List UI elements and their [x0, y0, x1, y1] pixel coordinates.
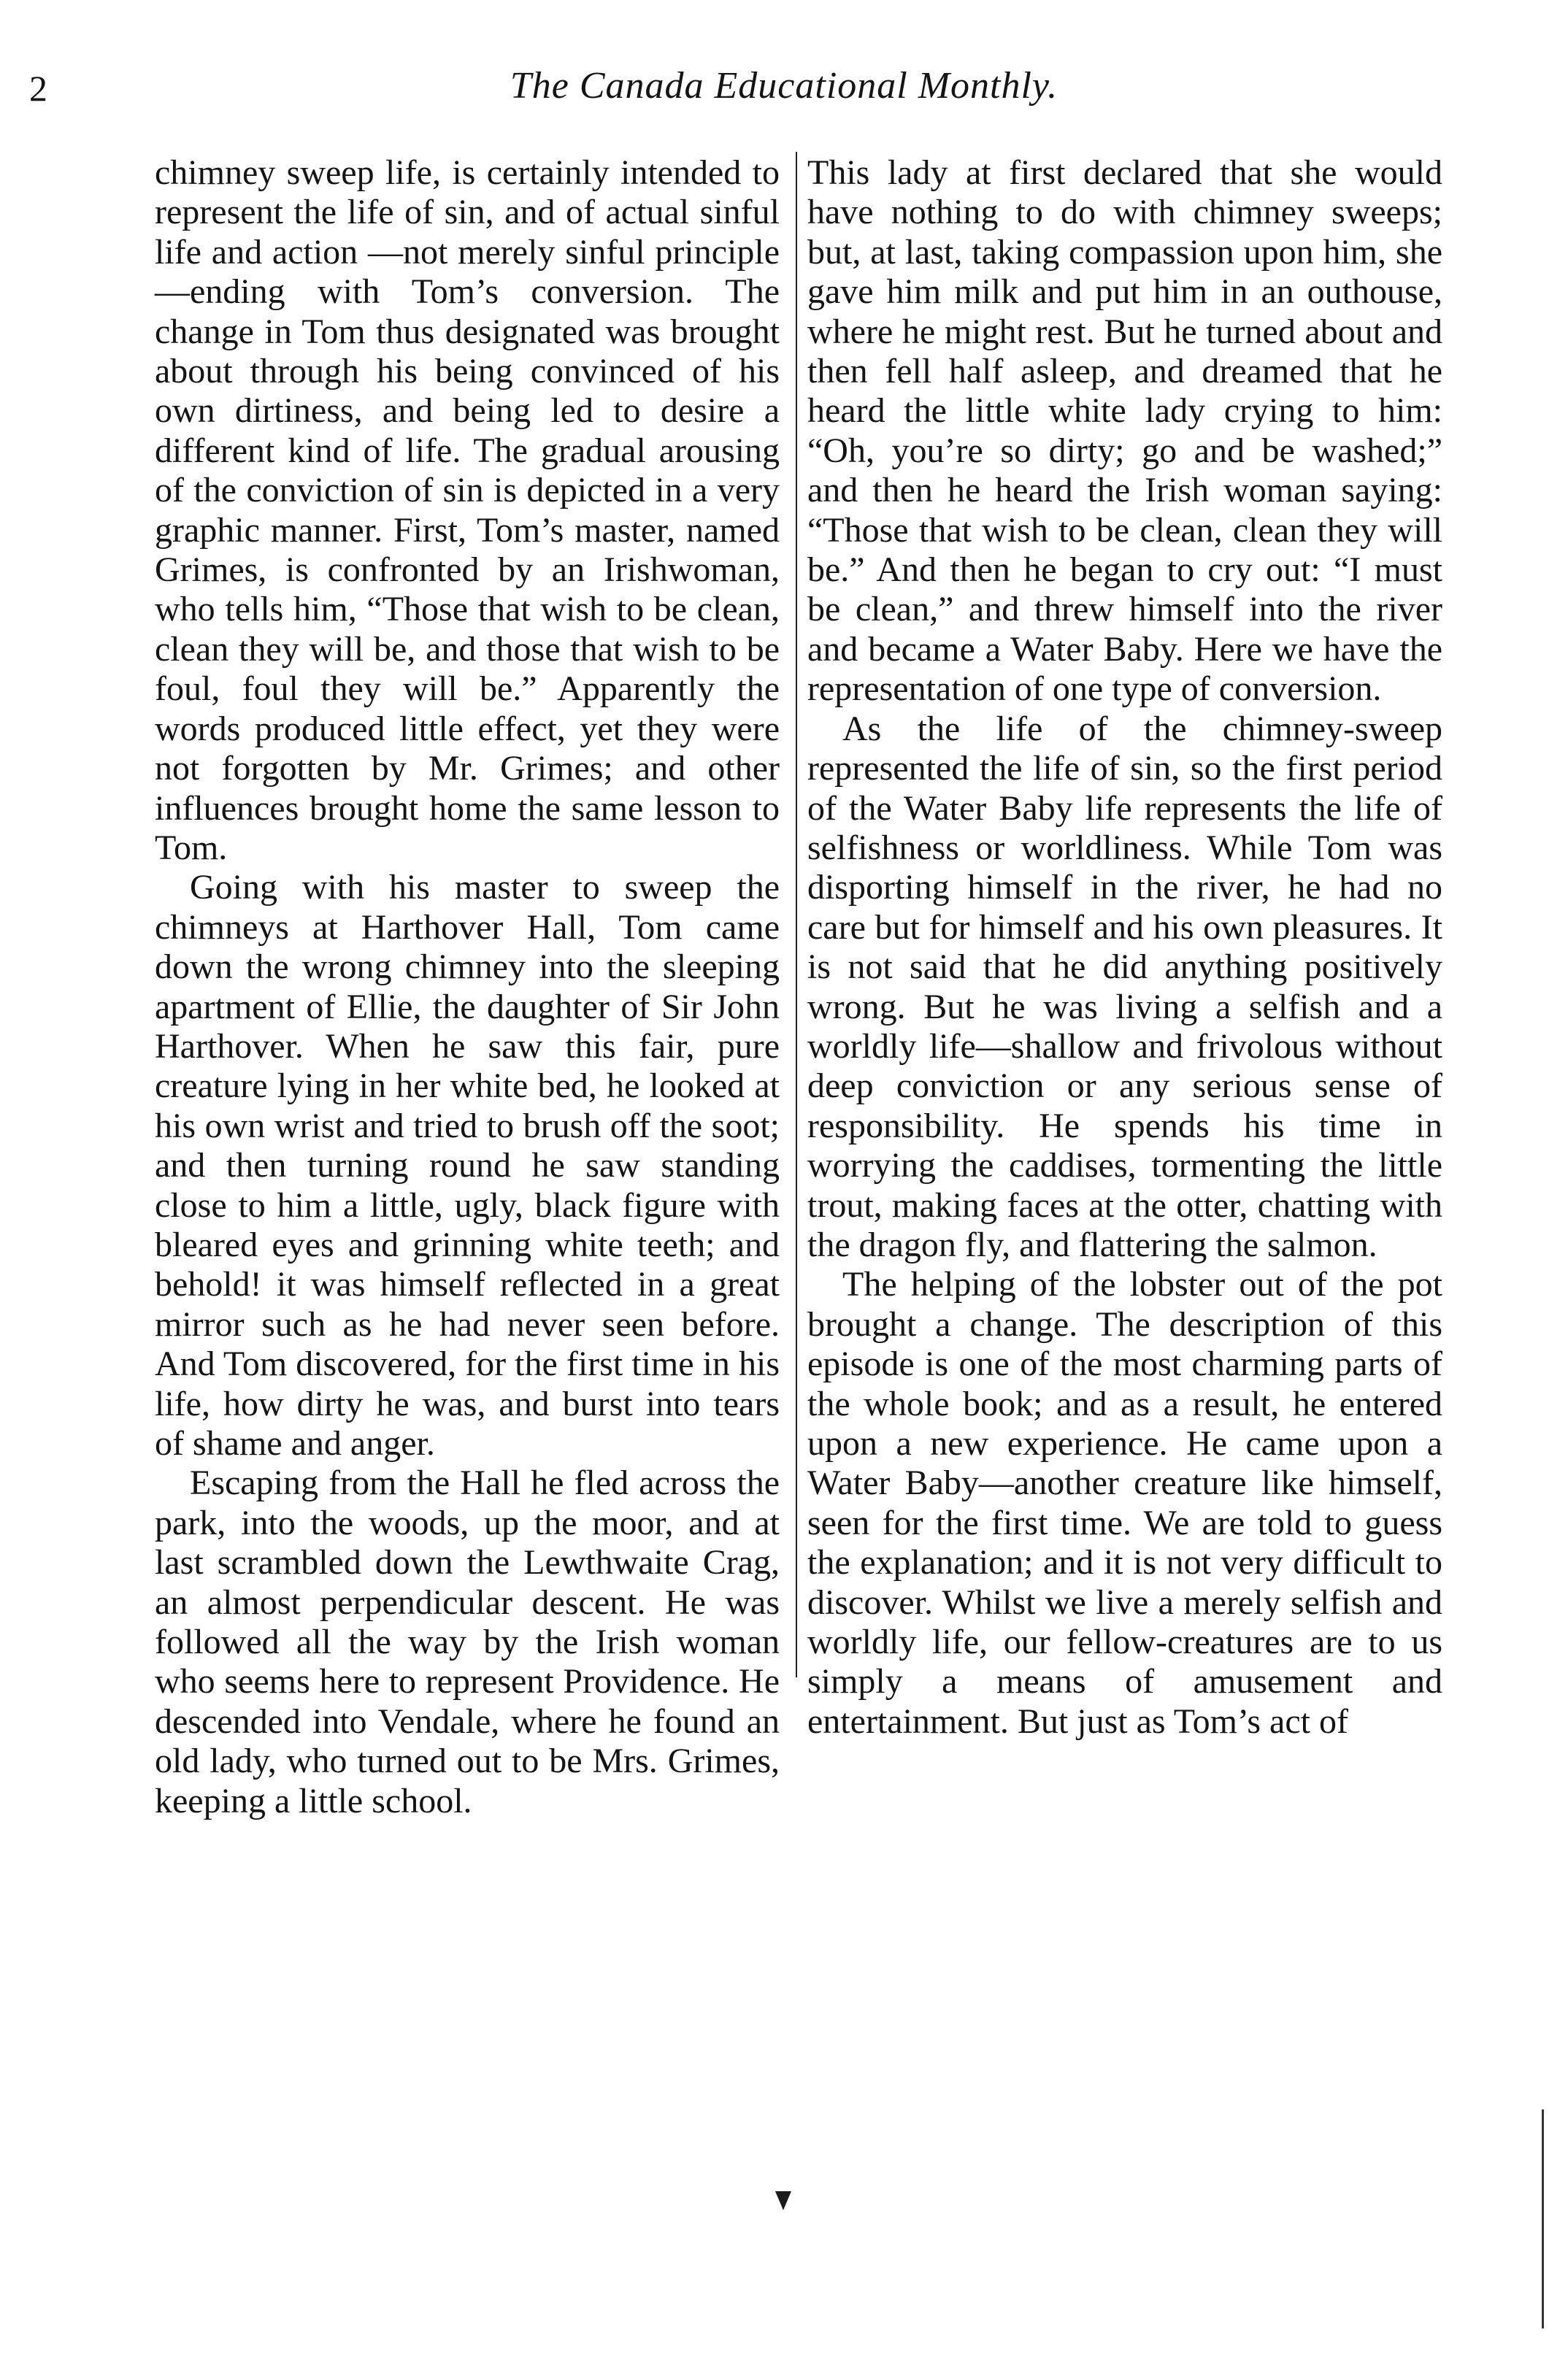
- right-column: [807, 153, 1442, 1742]
- left-column: [155, 153, 780, 1821]
- left-paragraph-1: chimney sweep life, is certainly intended to represent the life of sin, and of actual sinful life and action —not merely sinful principle—ending with Tom’s conversion. The change in Tom thus designated was brought about through his being convinced of his own dirtiness, and being led to desire a different kind of life. The gradual arousing of the conviction of sin is depicted in a very graphic manner. First, Tom’s master, named Grimes, is confronted by an Irishwoman, who tells him, “Those that wish to be clean, clean they will be, and those that wish to be foul, foul they will be.” Apparently the words produced little effect, yet they were not forgotten by Mr. Grimes; and other influences brought home the same lesson to Tom.: [155, 153, 780, 867]
- left-paragraph-2: Going with his master to sweep the chimneys at Harthover Hall, Tom came down the wrong chimney into the sleeping apartment of Ellie, the daughter of Sir John Harthover. When he saw this fair, pure creature lying in her white bed, he looked at his own wrist and tried to brush off the soot; and then turning round he saw standing close to him a little, ugly, black figure with bleared eyes and grinning white teeth; and behold! it was himself reflected in a great mirror such as he had never seen before. And Tom discovered, for the first time in his life, how dirty he was, and burst into tears of shame and anger.: [155, 868, 780, 1463]
- right-paragraph-1: This lady at first declared that she would have nothing to do with chimney sweeps; but, at last, taking compassion upon him, she gave him milk and put him in an outhouse, where he might rest. But he turned about and then fell half asleep, and dreamed that he heard the little white lady crying to him: “Oh, you’re so dirty; go and be washed;” and then he heard the Irish woman saying: “Those that wish to be clean, clean they will be.” And then he began to cry out: “I must be clean,” and threw himself into the river and became a Water Baby. Here we have the representation of one type of conversion.: [807, 153, 1442, 709]
- running-head: The Canada Educational Monthly.: [510, 65, 1058, 107]
- column-divider: [796, 152, 797, 1677]
- printer-ornament-icon: [774, 2190, 793, 2212]
- left-paragraph-3: Escaping from the Hall he fled across the park, into the woods, up the moor, and at last scrambled down the Lewthwaite Crag, an almost perpendicular descent. He was followed all the way by the Irish woman who seems here to represent Providence. He descended into Vendale, where he found an old lady, who turned out to be Mrs. Grimes, keeping a little school.: [155, 1463, 780, 1820]
- right-paragraph-3: The helping of the lobster out of the pot brought a change. The description of this episode is one of the most charming parts of the whole book; and as a result, he entered upon a new experience. He came upon a Water Baby—another creature like himself, seen for the first time. We are told to guess the explanation; and it is not very difficult to discover. Whilst we live a merely selfish and worldly life, our fellow-creatures are to us simply a means of amusement and entertainment. But just as Tom’s act of: [807, 1265, 1442, 1741]
- right-paragraph-2: As the life of the chimney-sweep represented the life of sin, so the first period of the Water Baby life represents the life of selfishness or worldliness. While Tom was disporting himself in the river, he had no care but for himself and his own pleasures. It is not said that he did anything positively wrong. But he was living a selfish and a worldly life—shallow and frivolous without deep conviction or any serious sense of responsibility. He spends his time in worrying the caddises, tormenting the little trout, making faces at the otter, chatting with the dragon fly, and flattering the salmon.: [807, 709, 1442, 1264]
- scan-edge-line: [1542, 2109, 1544, 2328]
- page-number: 2: [29, 68, 47, 109]
